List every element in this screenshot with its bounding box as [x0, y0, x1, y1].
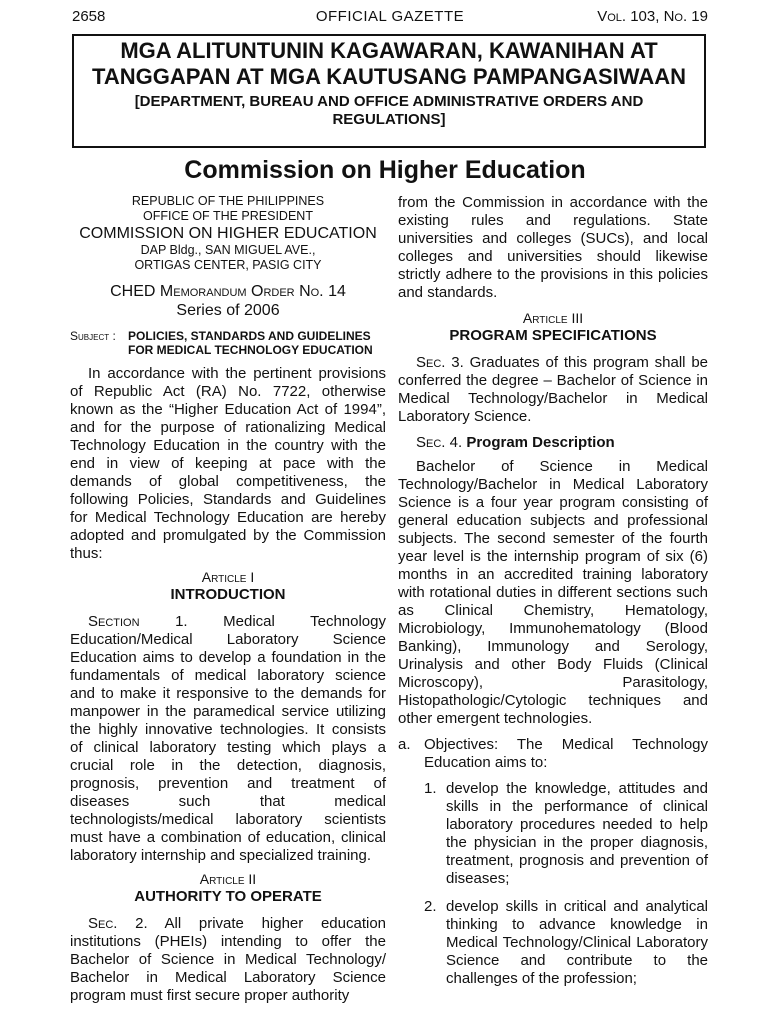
objective-2 — [398, 898, 708, 988]
objectives-text: Objectives: The Medical Technology Education aims to: — [424, 736, 708, 771]
section-2-label: Sec. 2. — [88, 915, 148, 932]
section-3-text: Graduates of this program shall be conferred the degree – Bachelor of Science in Medical Technology/Bachelor in Medical Laboratory Science. — [398, 354, 709, 425]
section-1-paragraph — [70, 613, 386, 865]
title-line-2: TANGGAPAN AT MGA KAUTUSANG PAMPANGASIWAAN — [92, 64, 686, 89]
gazette-title: OFFICIAL GAZETTE — [315, 8, 465, 25]
objective-1-text: develop the knowledge, attitudes and skills in the performance of clinical laboratory procedures needed to help the physician in the proper diagnosis, treatment, prognosis and prevention of diseases; — [446, 780, 708, 887]
objective-2-marker: 2. — [424, 898, 437, 915]
objectives-item — [398, 736, 708, 772]
memo-number: CHED Memorandum Order No. 14 — [110, 283, 346, 300]
right-column — [398, 194, 708, 998]
objective-1-marker: 1. — [424, 780, 437, 797]
subject-text: POLICIES, STANDARDS AND GUIDELINES FOR MEDICAL TECHNOLOGY EDUCATION — [128, 329, 373, 357]
running-header — [72, 6, 708, 26]
title-line-3: [DEPARTMENT, BUREAU AND OFFICE ADMINISTRATIVE ORDERS AND REGULATIONS] — [134, 93, 644, 128]
objective-2-text: develop skills in critical and analytical thinking to advance knowledge in Medical Technology/Clinical Laboratory Science and contribute to the challenges of the profession; — [446, 898, 708, 987]
article-3-title: PROGRAM SPECIFICATIONS — [449, 327, 657, 344]
section-2-paragraph — [70, 915, 386, 1005]
section-4-title: Program Description — [466, 434, 615, 451]
objective-1 — [398, 780, 708, 888]
address-line-1: REPUBLIC OF THE PHILIPPINES — [131, 194, 325, 208]
article-1-label: Article I — [201, 569, 255, 585]
agency-heading: Commission on Higher Education — [184, 156, 586, 184]
section-3-label: Sec. 3. — [416, 354, 464, 371]
preamble-paragraph: In accordance with the pertinent provisions of Republic Act (RA) No. 7722, otherwise known as the “Higher Education Act of 1994”, and for the purpose of rationalizing Medical Technology Education in the country with the end in view of keeping at pace with the demands of global competitiveness, the following Policies, Standards and Guidelines for Medical Technology Education are hereby adopted and promulgated by the Commission thus: — [70, 365, 386, 562]
article-2-label: Article II — [199, 871, 257, 887]
address-line-4: DAP Bldg., SAN MIGUEL AVE., — [140, 243, 316, 257]
left-column — [70, 194, 386, 1011]
subject-line — [70, 329, 386, 357]
article-3-label: Article III — [522, 310, 584, 326]
article-2-title: AUTHORITY TO OPERATE — [134, 888, 322, 905]
page-number: 2658 — [72, 8, 106, 25]
section-1-text: Medical Technology Education/Medical Laboratory Science Education aims to develop a foundation in the fundamentals of medical laboratory science and to make it responsive to the demands for manpower in the paramedical service utilizing the highly innovative technologies. It consists of clinical laboratory testing which plays a crucial role in the detection, diagnosis, prognosis, prevention and treatment of diseases such that medical technologists/medical laboratory scientists must have a combination of education, clinical laboratory internship and specialized training. — [70, 613, 386, 864]
address-line-5: ORTIGAS CENTER, PASIG CITY — [134, 258, 322, 272]
section-4-label: Sec. 4. — [416, 434, 463, 451]
memo-series: Series of 2006 — [176, 302, 280, 319]
subject-label: Subject : — [70, 329, 116, 343]
section-2-text-left: All private higher education institutions (PHEIs) intending to offer the Bachelor of Science in Medical Technology/ Bachelor in Medical Laboratory Science program must first secure proper authority — [70, 915, 386, 1004]
section-title-box — [72, 34, 706, 148]
section-1-label: Section 1. — [88, 613, 188, 630]
section-2-continuation: from the Commission in accordance with the existing rules and regulations. State universities and colleges (SUCs), and local colleges and universities should likewise strictly adhere to the provisions in this policies and standards. — [398, 194, 708, 301]
article-1-title: INTRODUCTION — [170, 586, 286, 603]
objectives-marker: a. — [398, 736, 411, 753]
section-4-paragraph: Bachelor of Science in Medical Technology/Bachelor in Medical Laboratory Science is a four year program consisting of general education subjects and professional subjects. The second semester of the fourth year level is the internship program of six (6) months in an accredited training laboratory with rotational duties in different sections such as Clinical Chemistry, Hematology, Microbiology, Immunohematology (Blood Banking), Immunology and Serology, Urinalysis and other Body Fluids (Clinical Microscopy), Parasitology, Histopathologic/Cytologic techniques and other emergent technologies. — [398, 458, 708, 727]
address-line-2: OFFICE OF THE PRESIDENT — [143, 209, 313, 223]
address-line-3: COMMISSION ON HIGHER EDUCATION — [79, 225, 377, 242]
title-line-1: MGA ALITUNTUNIN KAGAWARAN, KAWANIHAN AT — [120, 38, 658, 63]
volume-number: Vol. 103, No. 19 — [597, 8, 708, 25]
address-block — [70, 194, 386, 273]
section-4-heading — [398, 434, 708, 452]
section-3-paragraph — [398, 354, 708, 426]
